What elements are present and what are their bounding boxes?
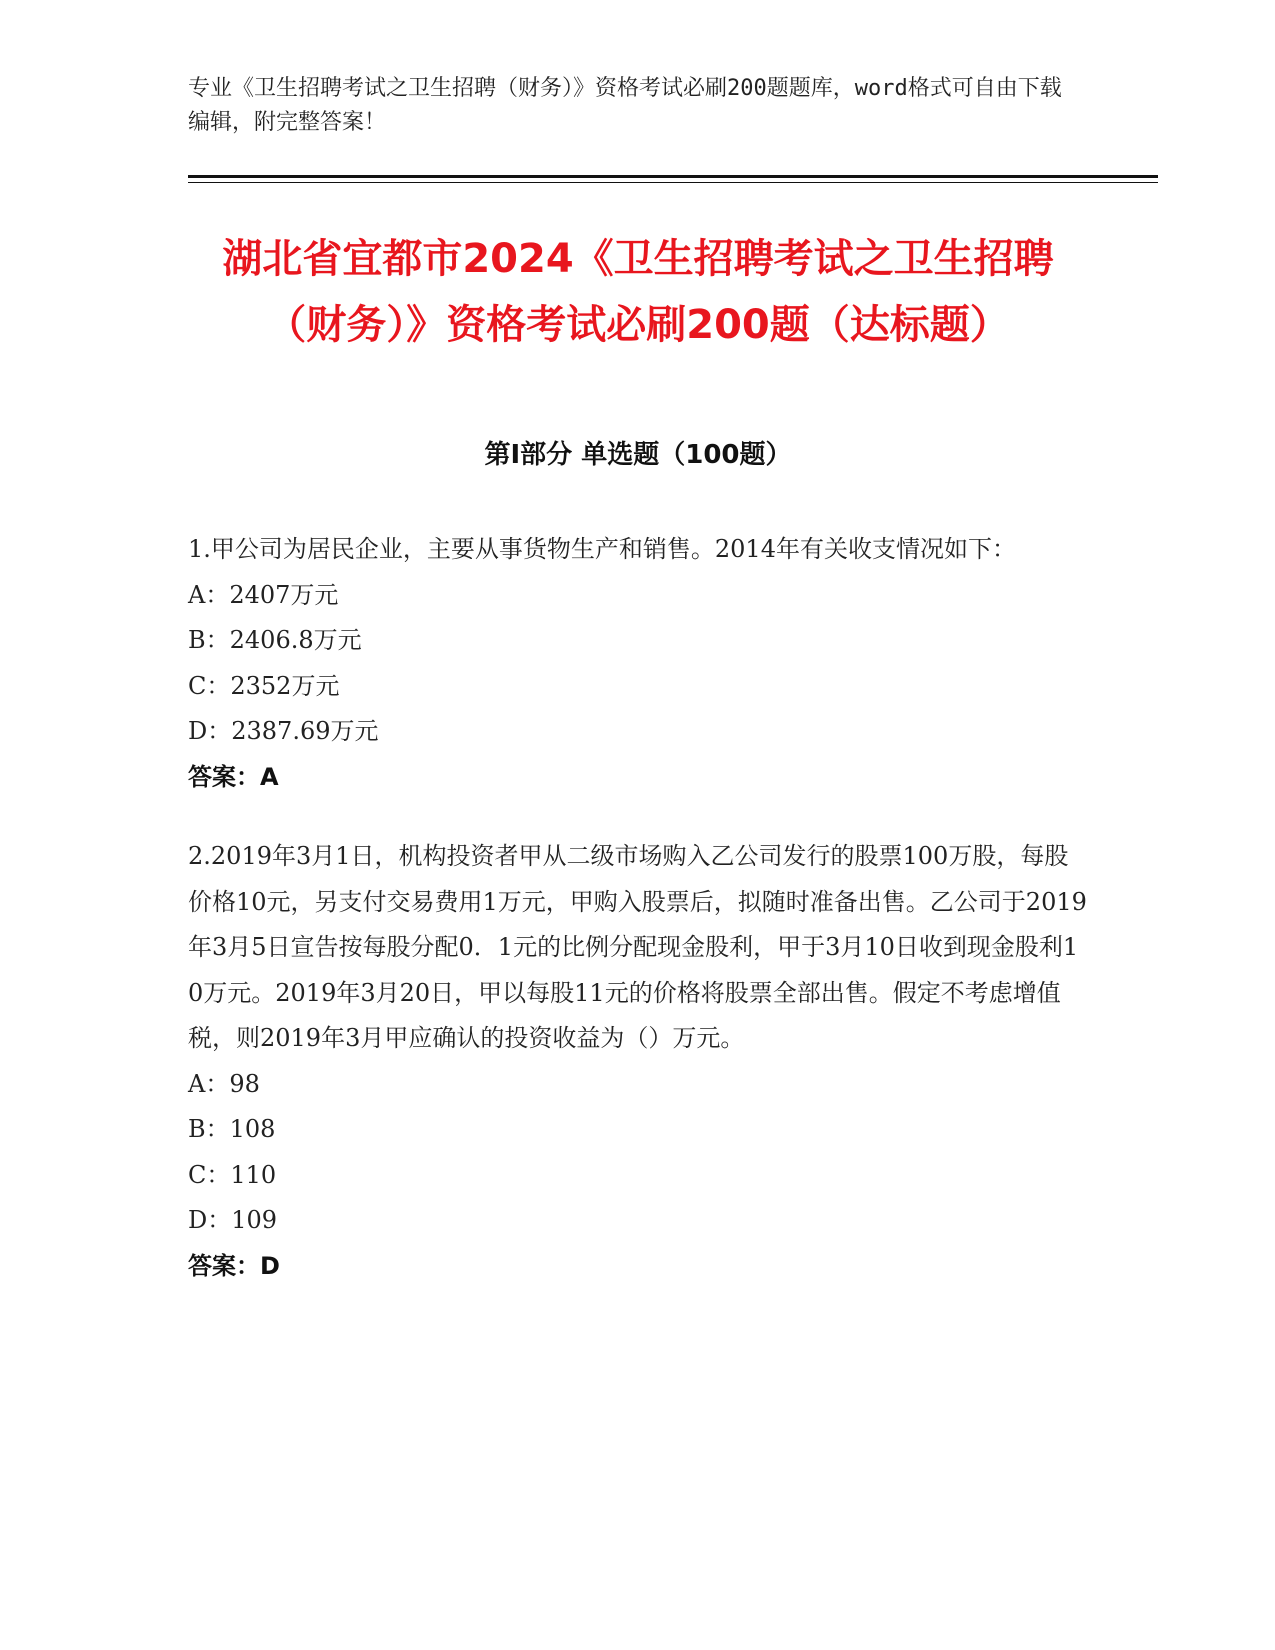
option-d: D：109	[188, 1206, 278, 1234]
question-stem: 2.2019年3月1日，机构投资者甲从二级市场购入乙公司发行的股票100万股，每股价格10元，另支付交易费用1万元，甲购入股票后，拟随时准备出售。乙公司于2019年3月5日宣告按每股分配0．1元的比例分配现金股利，甲于3月10日收到现金股利10万元。2019年3月20日，甲以每股11元的价格将股票全部出售。假定不考虑增值税，则2019年3月甲应确认的投资收益为（）万元。	[188, 842, 1087, 1052]
option-a: A：98	[188, 1069, 260, 1098]
header-note: 专业《卫生招聘考试之卫生招聘（财务）》资格考试必刷200题题库，word格式可自由下载编辑，附完整答案！	[188, 76, 1062, 135]
question-list	[188, 527, 1088, 1323]
option-c: C：2352万元	[188, 671, 340, 700]
option-c: C：110	[188, 1160, 277, 1189]
document-title: 湖北省宜都市2024《卫生招聘考试之卫生招聘（财务）》资格考试必刷200题（达标题）	[222, 236, 1054, 348]
question-1	[188, 527, 1088, 800]
option-d: D：2387.69万元	[188, 717, 379, 745]
header-rule-thick	[188, 175, 1158, 178]
section-title: 第I部分 单选题（100题）	[484, 440, 792, 470]
option-a: A：2407万元	[188, 580, 339, 609]
option-b: B：2406.8万元	[188, 626, 362, 654]
option-b: B：108	[188, 1115, 276, 1143]
question-stem: 1.甲公司为居民企业，主要从事货物生产和销售。2014年有关收支情况如下：	[188, 535, 1016, 563]
question-2	[188, 834, 1088, 1289]
header-rule-thin	[188, 182, 1158, 183]
answer: 答案：D	[188, 1251, 280, 1280]
answer: 答案：A	[188, 762, 279, 791]
